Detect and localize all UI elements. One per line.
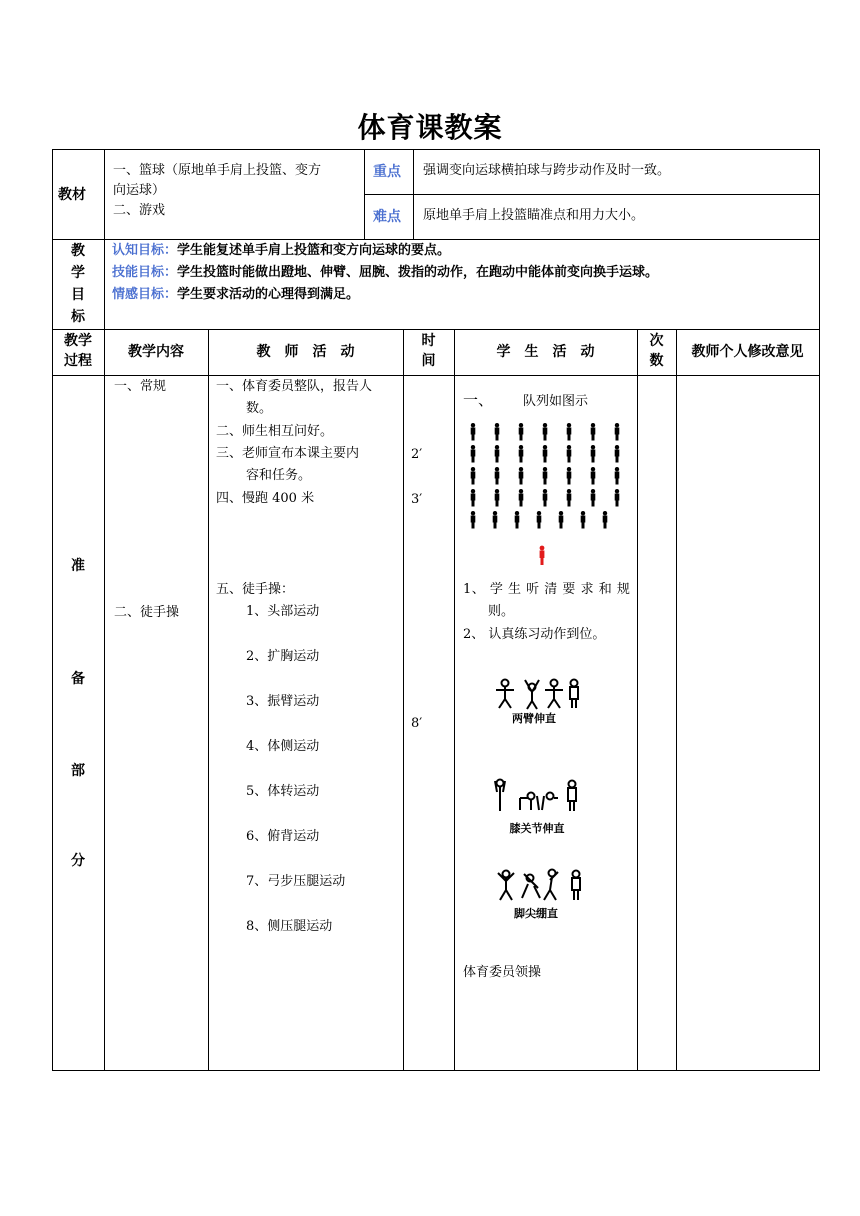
content-routine: 一、常规 xyxy=(114,379,167,394)
material-content: 一、篮球（原地单手肩上投篮、变方 向运球） 二、游戏 xyxy=(113,163,322,218)
student-figure-icon xyxy=(519,489,524,507)
time-8: 8′ xyxy=(411,716,423,731)
student-figure-icon xyxy=(543,445,548,463)
caption-toes: 脚尖绷直 xyxy=(514,907,558,920)
formation-diagram xyxy=(460,418,635,570)
student-figure-icon xyxy=(567,467,572,485)
student-figure-icon xyxy=(591,467,596,485)
student-figure-icon xyxy=(471,489,476,507)
col-student: 学 生 活 动 xyxy=(496,344,595,360)
student-figure-icon xyxy=(471,423,476,441)
student-figure-icon xyxy=(591,423,596,441)
student-figure-icon xyxy=(543,489,548,507)
student-figure-icon xyxy=(471,445,476,463)
time-3: 3′ xyxy=(411,492,423,507)
student-figure-icon xyxy=(543,423,548,441)
student-figure-icon xyxy=(603,511,608,529)
content-freehand: 二、徒手操 xyxy=(114,605,180,620)
material-label: 教材 xyxy=(58,187,86,203)
student-figure-icon xyxy=(581,511,586,529)
student-figure-icon xyxy=(615,445,620,463)
col-notes: 教师个人修改意见 xyxy=(691,344,804,360)
student-figure-icon xyxy=(615,489,620,507)
goal-cognitive: 认知目标：学生能复述单手肩上投篮和变方向运球的要点。 xyxy=(112,243,451,258)
page-title: 体育课教案 xyxy=(357,111,503,144)
student-figure-icon xyxy=(519,467,524,485)
caption-arms: 两臂伸直 xyxy=(512,712,556,725)
col-content: 教学内容 xyxy=(128,344,184,360)
col-time: 时 间 xyxy=(421,333,436,369)
student-figure-icon xyxy=(591,445,596,463)
caption-knees: 膝关节伸直 xyxy=(509,822,565,835)
student-figure-icon xyxy=(591,489,596,507)
goals-list xyxy=(112,240,817,306)
student-figure-icon xyxy=(615,467,620,485)
student-figure-icon xyxy=(493,511,498,529)
student-figure-icon xyxy=(495,445,500,463)
student-figure-icon xyxy=(615,423,620,441)
student-figure-icon xyxy=(543,467,548,485)
student-heading-num: 一、 xyxy=(463,391,494,409)
col-process: 教学 过程 xyxy=(64,333,92,369)
student-item1-cont: 则。 xyxy=(488,604,515,619)
student-footer: 体育委员领操 xyxy=(463,965,542,980)
difficulty-label: 难点 xyxy=(373,209,401,225)
student-figure-icon xyxy=(559,511,564,529)
student-figure-icon xyxy=(567,423,572,441)
goal-affective: 情感目标：学生要求活动的心理得到满足。 xyxy=(112,287,360,302)
student-figure-icon xyxy=(567,489,572,507)
student-item2: 2、 认真练习动作到位。 xyxy=(463,627,606,642)
toes-pointed-figure xyxy=(494,868,589,908)
student-figure-icon xyxy=(471,467,476,485)
student-heading-text: 队列如图示 xyxy=(523,394,589,409)
teacher-figure-icon xyxy=(540,546,545,565)
goal-skill: 技能目标：学生投篮时能做出蹬地、伸臂、屈腕、拨指的动作，在跑动中能体前变向换手运球。 xyxy=(112,265,659,280)
key-point-text: 强调变向运球横拍球与跨步动作及时一致。 xyxy=(423,163,671,178)
col-count: 次 数 xyxy=(649,333,664,369)
student-figure-icon xyxy=(519,445,524,463)
col-teacher: 教 师 活 动 xyxy=(256,344,355,360)
student-figure-icon xyxy=(495,423,500,441)
difficulty-text: 原地单手肩上投篮瞄准点和用力大小。 xyxy=(423,208,645,223)
student-figure-icon xyxy=(519,423,524,441)
key-point-label: 重点 xyxy=(373,164,401,180)
student-figure-icon xyxy=(537,511,542,529)
student-figure-icon xyxy=(495,489,500,507)
time-2: 2′ xyxy=(411,447,423,462)
knees-straight-figure xyxy=(490,778,585,820)
student-figure-icon xyxy=(515,511,520,529)
student-figure-icon xyxy=(495,467,500,485)
student-item1: 1、 学 生 听 清 要 求 和 规 xyxy=(463,582,631,597)
student-figure-icon xyxy=(567,445,572,463)
student-figure-icon xyxy=(471,511,476,529)
